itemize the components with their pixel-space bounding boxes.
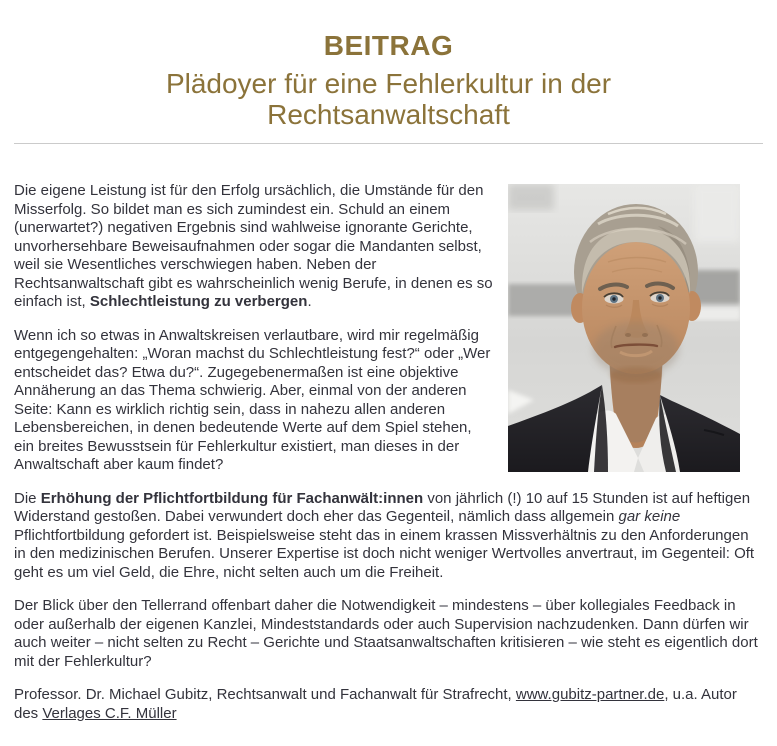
byline-text: Professor. Dr. Michael Gubitz, Rechtsanwalt und Fachanwalt für Strafrecht, [14, 686, 516, 703]
article-body [14, 144, 763, 723]
paragraph-intro-period: . [307, 293, 312, 310]
paragraph-pflichtfortbildung-post: Pflichtfortbildung gefordert ist. Beispielsweise steht das in einem krassen Missverhältnis zu den Anforderungen in den medizinischen Berufen. Unserer Expertise ist doch nicht weniger Wertvolles anvertraut, im Gegenteil: Oft geht es um viel Geld, die Ehre, nicht selten auch um die Freiheit. [14, 526, 755, 581]
portrait-image [508, 184, 740, 472]
paragraph-tellerrand: Der Blick über den Tellerrand offenbart daher die Notwendigkeit – mindestens – über kollegiales Feedback in oder außerhalb der eigenen Kanzlei, Mindeststandards oder auch Supervision nachzudenken. Dann dürfen wir auch weiter – nicht selten zu Recht – Gerichte und Staatsanwaltschaften kritisieren – wie steht es eigentlich dort mit der Fehlerkultur? [14, 597, 758, 670]
verlag-cf-mueller-link[interactable]: Verlages C.F. Müller [42, 704, 177, 722]
paragraph-anwaltskreise: Wenn ich so etwas in Anwaltskreisen verlautbare, wird mir regelmäßig entgegengehalten: „Woran machst du Schlechtleistung fest?“ oder „Wer entscheidet das? Etwa du?“. Zugegebenermaßen ist eine objektive Annäherung an das Thema schwierig. Aber, einmal von der anderen Seite: Kann es wirklich richtig sein, dass in nahezu allen anderen Lebensbereichen, in denen bedeutende Werte auf dem Spiel stehen, ein breites Bewusstsein für Fehlerkultur existiert, man dieses in der Anwaltschaft aber kaum findet? [14, 326, 491, 473]
paragraph-intro-text: Die eigene Leistung ist für den Erfolg ursächlich, die Umstände für den Misserfolg. So bildet man es sich zumindest ein. Schuld an einem (unerwartet?) negativen Ergebnis sind wahlweise ignorante Gerichte, unvorhersehbare Beweisaufnahmen oder sogar die Mandanten selbst, weil sie Wesentliches verschwiegen haben. Neben der Rechtsanwaltschaft gibt es wahrscheinlich wenig Berufe, in denen es so einfach ist, [14, 182, 493, 310]
article-kicker: BEITRAG [323, 30, 454, 61]
author-byline [14, 686, 763, 723]
article-header [14, 30, 763, 130]
paragraph-pflichtfortbildung-pre: Die [14, 489, 41, 507]
author-portrait-photo [508, 184, 740, 472]
italic-gar-keine: gar keine [618, 508, 681, 525]
gubitz-partner-link[interactable]: www.gubitz-partner.de [515, 686, 665, 703]
paragraph-pflichtfortbildung-mid: von jährlich (!) 10 auf 15 Stunden ist auf heftigen Widerstand gestoßen. Dabei verwundert doch eher das Gegenteil, nämlich dass allgemein [14, 489, 751, 525]
article-title: Plädoyer für eine Fehlerkultur in der Rechtsanwaltschaft [165, 68, 612, 130]
bold-erhoehung-pflichtfortbildung: Erhöhung der Pflichtfortbildung für Fachanwält:innen [40, 489, 424, 507]
paragraph-pflichtfortbildung [14, 490, 763, 583]
byline-mid-text: , u.a. Autor des [14, 686, 737, 722]
bold-schlechtleistung: Schlechtleistung zu verbergen [89, 293, 308, 310]
